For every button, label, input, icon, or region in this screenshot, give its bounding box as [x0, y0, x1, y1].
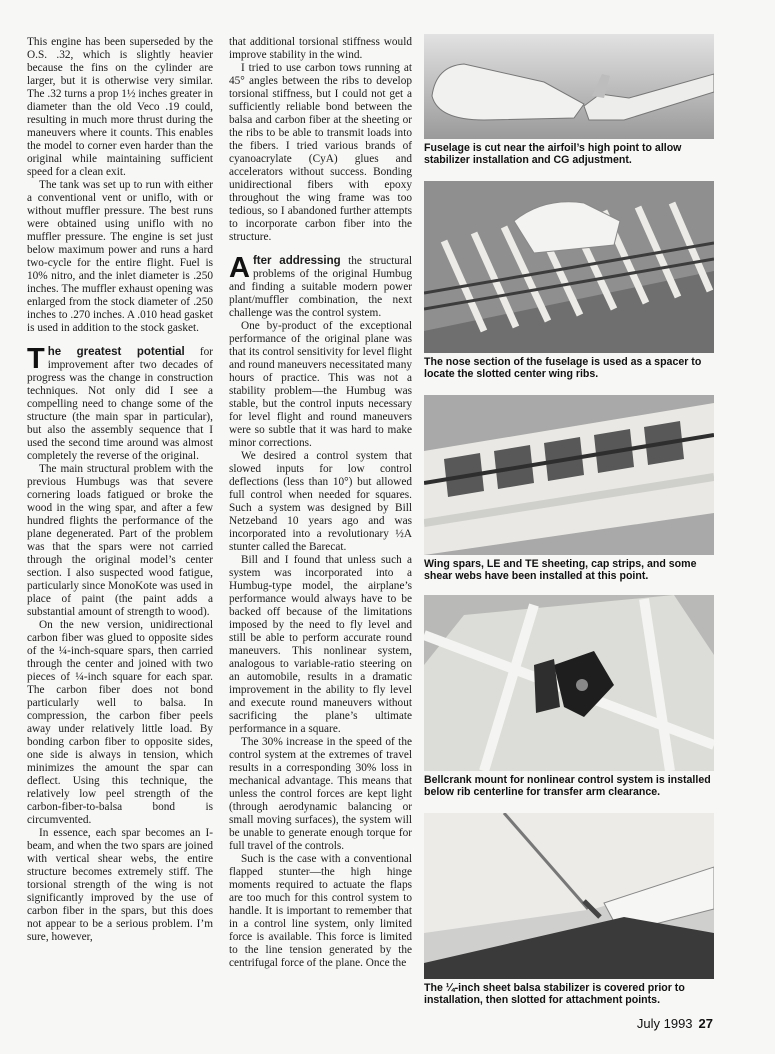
paragraph: In essence, each spar becomes an I-beam, and when the two spars are joined with vertical shear webs, the entire structure becomes extremely stiff. The torsional strength of the wing is not significantly improved by the use of carbon fiber in the spars, but this does not appear to be a serious problem. I’m sure, however,: [27, 827, 213, 943]
paragraph: I tried to use carbon tows running at 45° angles between the ribs to develop torsional stiffness, but I could not get a sufficiently reliable bond between the balsa and carbon fiber at the sheeting or the ribs to be able to transmit loads into the fibers. I tried various brands of cyanoacrylate (CyA) glues and accelerators without success. Bonding unidirectional fibers with epoxy throughout the wing frame was too tedious, so I abandoned further attempts to incorporate carbon fiber into the structure.: [229, 62, 412, 243]
stabilizer-photo: [424, 813, 714, 979]
center-ribs-photo: [424, 181, 714, 353]
figure-wing-spars: [424, 395, 714, 582]
figure-bellcrank-mount: [424, 595, 714, 798]
paragraph: Bill and I found that unless such a system was incorporated into a Humbug-type model, the airplane’s performance would always have to be backed off because of the limitations imposed by the need to fly level and still be able to perform accurate round maneuvers. This nonlinear system, analogous to variable-ratio steering on an automobile, results in a dramatic improvement in the ability to fly level and execute round maneuvers without sacrificing the plane’s ultimate performance in a square.: [229, 554, 412, 735]
drop-cap: T: [27, 343, 45, 375]
wing-spars-photo: [424, 395, 714, 555]
drop-cap: A: [229, 252, 250, 284]
figure-caption: The ¼-inch sheet balsa stabilizer is covered prior to installation, then slotted for attachment points.: [424, 982, 685, 1007]
page-number: 27: [698, 1016, 713, 1031]
paragraph: The tank was set up to run with either a conventional vent or uniflo, with or without muffler pressure. The best runs were obtained using uniflo with no muffler pressure. The engine is set just below maximum power and runs a hard two-cycle for the entire flight. Fuel is 10% nitro, and the inlet diameter is .250 inches. The muffler exhaust opening was enlarged from the stock diameter of .250 inches to .270 inches. A .010 head gasket is used in addition to the stock gasket.: [27, 179, 213, 334]
bellcrank-photo: [424, 595, 714, 771]
article-column-2: [229, 36, 412, 970]
paragraph: The main structural problem with the previous Humbugs was that severe cornering loads fatigued or broke the wood in the wing spar, and after a few hundred flights the performance of the plane degenerated. Part of the problem was that the spars were not carried through the original model’s center section. I also suspected wood fatigue, particularly since MonoKote was used in place of paint (the paint adds a substantial amount of strength to wood).: [27, 463, 213, 618]
paragraph: Such is the case with a conventional flapped stunter—the high hinge moments required to actuate the flaps are too much for this control system to handle. It is important to remember that in a control line system, only limited force is available. This force is limited to the line tension generated by the centrifugal force of the plane. Once the: [229, 853, 412, 969]
page-footer: [637, 1016, 713, 1031]
paragraph-text: for improvement after two decades of progress was the change in construction techniques. Not only did I see a compelling need to change some of the structure (the main spar in particular), but also the assembly sequence that I used the second time around was almost completely the reverse of the original.: [27, 346, 214, 462]
lead-in: he greatest potential: [47, 346, 185, 358]
article-column-1: [27, 36, 213, 944]
figure-fuselage: [424, 34, 714, 166]
paragraph: This engine has been superseded by the O.S. .32, which is slightly heavier because the fins on the cylinder are larger, but it is otherwise very similar. The .32 turns a prop 1½ inches greater in diameter than the old Veco .19 could, resulting in much more thrust during the maneuvers where it counts. This enables the model to corner even harder than the original while maintaining sufficient speed for a clean exit.: [27, 36, 213, 178]
lead-in: fter addressing: [252, 255, 341, 267]
paragraph: The 30% increase in the speed of the control system at the extremes of travel results in a corresponding 30% loss in mechanical advantage. This means that unless the control forces are kept light (through aerodynamic balancing or small moving surfaces), the system will be unable to generate enough torque for full travel of the controls.: [229, 736, 412, 852]
paragraph: On the new version, unidirectional carbon fiber was glued to opposite sides of the ¼-inch-square spars, then carried through the center and joined with two pieces of ¼-inch square for each spar. The carbon fiber does not bond particularly well to balsa. In compression, the carbon fiber peels away under relatively little load. By bonding carbon fiber to opposite sides, one side is always in tension, which minimizes the amount the spar can deflect. Using this technique, the relatively low peel strength of the carbon-fiber-to-balsa bond is circumvented.: [27, 619, 213, 826]
figure-caption: Fuselage is cut near the airfoil’s high point to allow stabilizer installation and CG adjustment.: [424, 142, 682, 167]
section-lead-paragraph: [229, 252, 412, 320]
paragraph: We desired a control system that slowed inputs for low control deflections (less than 10°) but allowed full control when needed for squares. Such a system was designed by Bill Netzeband 10 years ago and was incorporated into a revolutionary ½A stunter called the Barecat.: [229, 450, 412, 553]
figure-caption: The nose section of the fuselage is used as a spacer to locate the slotted center wing ribs.: [424, 356, 702, 381]
paragraph: that additional torsional stiffness would improve stability in the wind.: [229, 36, 412, 61]
figure-caption: Wing spars, LE and TE sheeting, cap strips, and some shear webs have been installed at this point.: [424, 558, 697, 583]
fuselage-photo: [424, 34, 714, 139]
figure-stabilizer: [424, 813, 714, 1006]
issue-date: July 1993: [636, 1016, 693, 1031]
paragraph-text: the structural problems of the original Humbug and finding a suitable modern power plant/muffler combination, the next challenge was the control system.: [229, 255, 412, 319]
figure-center-ribs: [424, 181, 714, 380]
figure-caption: Bellcrank mount for nonlinear control system is installed below rib centerline for transfer arm clearance.: [424, 774, 711, 799]
section-lead-paragraph: [27, 343, 214, 463]
paragraph: One by-product of the exceptional performance of the original plane was that its control sensitivity for level flight and round maneuvers necessitated many hours of practice. This was not a stability problem—the Humbug was stable, but the control inputs necessary for level flight and round maneuvers were so subtle that it was hard to make minor corrections.: [229, 320, 412, 449]
